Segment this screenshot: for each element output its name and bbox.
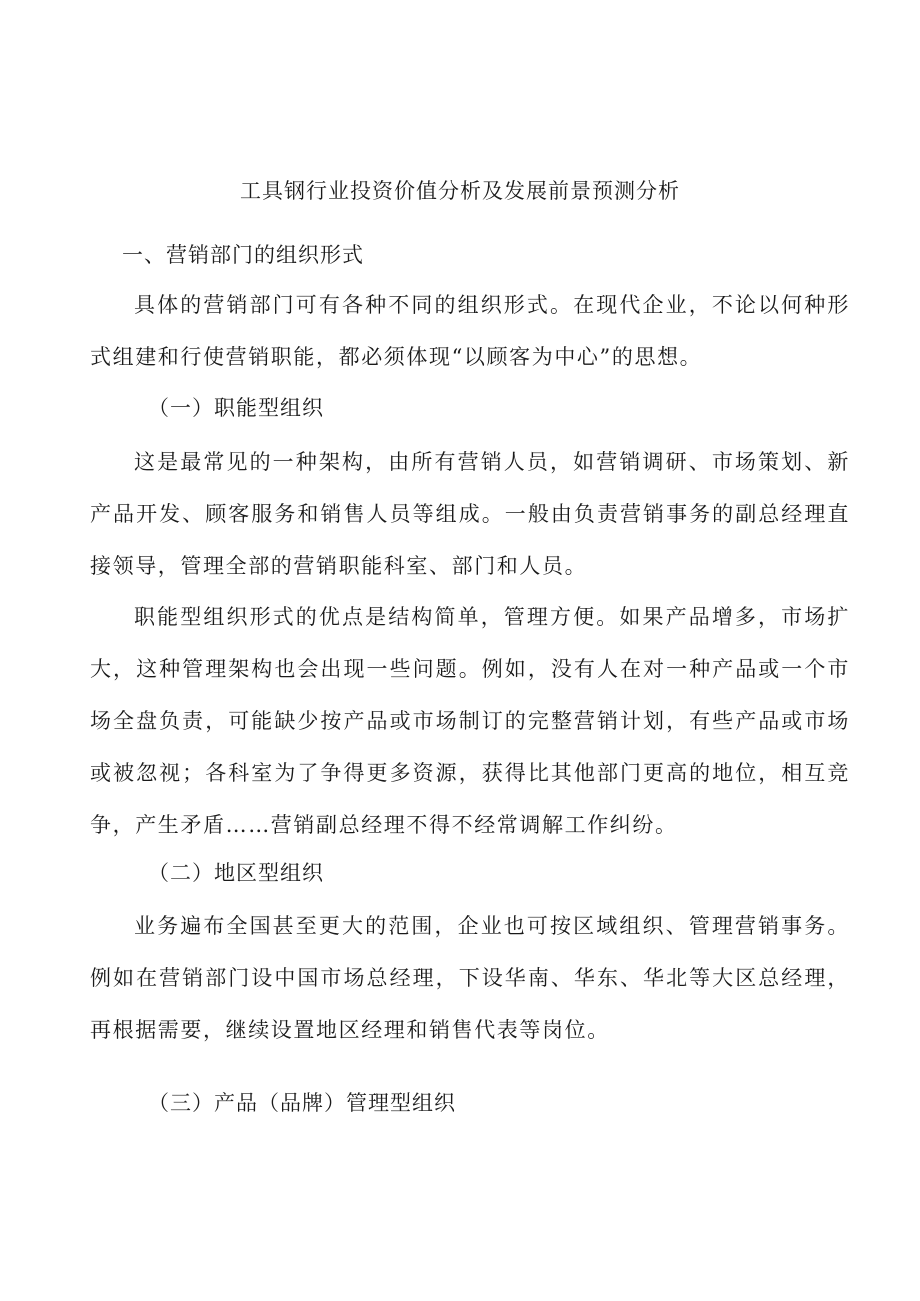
subheading-product-brand: （三）产品（品牌）管理型组织 (148, 1091, 456, 1115)
subheading-functional: （一）职能型组织 (148, 396, 324, 420)
paragraph-regional-desc: 业务遍布全国甚至更大的范围，企业也可按区域组织、管理营销事务。例如在营销部门设中国市场总经理，下设华南、华东、华北等大区总经理，再根据需要，继续设置地区经理和销售代表等岗位。 (90, 914, 850, 1042)
subheading-regional: （二）地区型组织 (148, 861, 324, 885)
paragraph-functional-pros-cons: 职能型组织形式的优点是结构简单，管理方便。如果产品增多，市场扩大，这种管理架构也会出现一些问题。例如，没有人在对一种产品或一个市场全盘负责，可能缺少按产品或市场制订的完整营销计划，有些产品或市场或被忽视；各科室为了争得更多资源，获得比其他部门更高的地位，相互竞争，产生矛盾……营销副总经理不得不经常调解工作纠纷。 (90, 605, 850, 837)
document-title: 工具钢行业投资价值分析及发展前景预测分析 (240, 179, 680, 203)
paragraph-functional-desc: 这是最常见的一种架构，由所有营销人员，如营销调研、市场策划、新产品开发、顾客服务和销售人员等组成。一般由负责营销事务的副总经理直接领导，管理全部的营销职能科室、部门和人员。 (90, 450, 850, 578)
section-heading: 一、营销部门的组织形式 (122, 243, 364, 267)
paragraph-intro: 具体的营销部门可有各种不同的组织形式。在现代企业，不论以何种形式组建和行使营销职能，都必须体现“以顾客为中心”的思想。 (90, 293, 850, 369)
